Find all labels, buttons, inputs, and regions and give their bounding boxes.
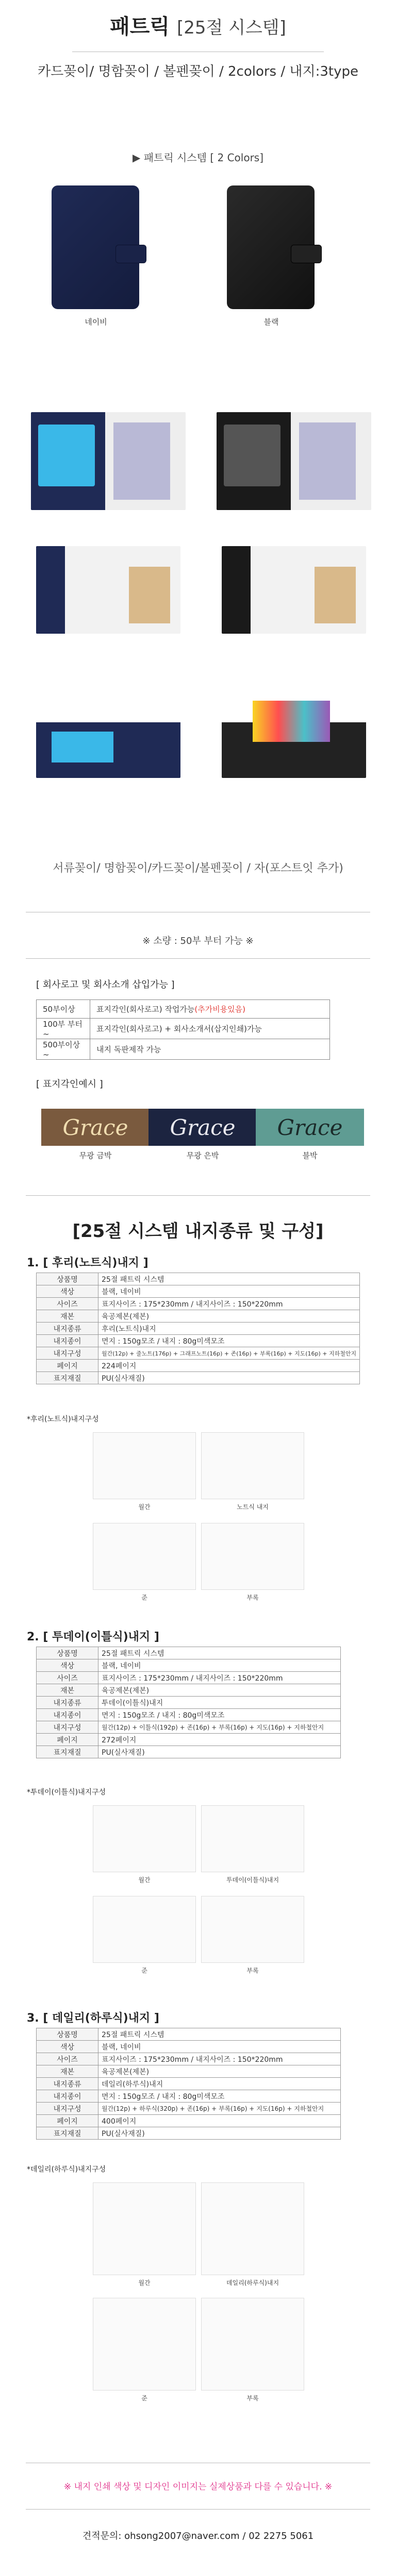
spec-value: 투데이(이틀식)내지: [98, 1697, 341, 1709]
spec-value: 데일리(하루식)내지: [98, 2078, 341, 2090]
spec-value: PU(실사재질): [98, 1746, 341, 1758]
spec-key: 내지종류: [37, 1323, 98, 1335]
table-row: [37, 2090, 341, 2103]
table-row: [37, 1298, 360, 1310]
desc-cell: 내지 독판제작 가능: [90, 1039, 330, 1060]
spec-value: 블랙, 네이비: [98, 1285, 360, 1298]
spec-value: 월간(12p) + 하루식(320p) + 존(16p) + 부록(16p) + 지도(16p) + 지하철안지: [98, 2103, 341, 2115]
blind-emboss-logo: Grace: [256, 1109, 364, 1146]
open-black-binder-photo: [217, 412, 371, 510]
gallery-label: *후리(노트식)내지구성: [27, 1415, 99, 1423]
spec-table: [36, 1647, 341, 1758]
table-row: [37, 1360, 360, 1372]
gold-foil-logo: Grace: [41, 1109, 150, 1146]
pocket-flap: [129, 567, 170, 623]
card-pocket: [38, 425, 95, 486]
divider: [26, 2509, 370, 2510]
table-row: [37, 1672, 341, 1684]
spec-key: 내지종이: [37, 1335, 98, 1347]
product-subtitle: 카드꽂이/ 명함꽂이 / 볼펜꽂이 / 2colors / 내지:3type: [37, 64, 358, 79]
table-row: [37, 1310, 360, 1323]
black-binder-image: [227, 185, 315, 309]
type-heading: 1. [ 후리(노트식)내지 ]: [27, 1257, 148, 1269]
spec-value: 표지사이즈 : 175*230mm / 내지사이즈 : 150*220mm: [98, 1672, 341, 1684]
spec-key: 내지구성: [37, 2103, 98, 2115]
page-thumb: [201, 1896, 304, 1963]
inner-page-navy-photo: [36, 546, 180, 634]
type-heading: 2. [ 투데이(이틀식)내지 ]: [27, 1631, 159, 1643]
spec-key: 페이지: [37, 1734, 98, 1746]
page-thumb-label: 노트식 내지: [237, 1503, 269, 1511]
min-order-note: ※ 소량 : 50부 부터 가능 ※: [142, 936, 254, 946]
spec-key: 사이즈: [37, 1672, 98, 1684]
page-thumb: [201, 2182, 304, 2275]
page-thumb-label: 투데이(이틀식)내지: [226, 1876, 279, 1884]
contact-info: 견적문의: ohsong2007@naver.com / 02 2275 5061: [82, 2531, 314, 2541]
spec-value: 월간(12p) + 이틀식(192p) + 존(16p) + 부록(16p) + 지도(16p) + 지하철안지: [98, 1721, 341, 1734]
spec-key: 표지재질: [37, 1746, 98, 1758]
silver-foil-logo: Grace: [148, 1109, 257, 1146]
engraving-label: 블박: [302, 1151, 318, 1160]
page-thumb: [201, 1523, 304, 1590]
table-row: [37, 1323, 360, 1335]
detail-ruler-postit-photo: [222, 685, 366, 778]
spec-value: 후리(노트식)내지: [98, 1323, 360, 1335]
table-row: [37, 1659, 341, 1672]
table-row: [37, 1721, 341, 1734]
logo-insert-heading: [ 회사로고 및 회사소개 삽입가능 ]: [36, 979, 175, 990]
table-row: [37, 1647, 341, 1659]
table-row: [37, 1335, 360, 1347]
types-heading: [25절 시스템 내지종류 및 구성]: [72, 1221, 324, 1242]
table-row: [37, 2078, 341, 2090]
page-thumb-label: 준: [141, 2395, 147, 2402]
spec-key: 표지재질: [37, 2127, 98, 2140]
type-heading: 3. [ 데일리(하루식)내지 ]: [27, 2012, 159, 2025]
page-thumb: [93, 1896, 196, 1963]
navy-binder-image: [52, 185, 139, 309]
spec-value: 면지 : 150g모조 / 내지 : 80g미색모조: [98, 2090, 341, 2103]
spec-key: 내지구성: [37, 1721, 98, 1734]
spec-value: 25절 패트릭 시스템: [98, 1647, 341, 1659]
table-row: [37, 1709, 341, 1721]
page-thumb-label: 준: [141, 1967, 147, 1974]
planner-page: [113, 422, 170, 500]
page-thumb: [201, 1432, 304, 1499]
table-row: [37, 2053, 341, 2065]
page-thumb-label: 월간: [138, 1503, 151, 1511]
spec-value: 육공제본(제본): [98, 2065, 341, 2078]
table-row: [37, 1684, 341, 1697]
pocket-flap: [315, 567, 356, 623]
extra-cost-note: (추가비용있음): [194, 1005, 246, 1014]
inner-page-black-photo: [222, 546, 366, 634]
page-thumb: [93, 1432, 196, 1499]
card-pocket: [224, 425, 280, 486]
table-row: [37, 1697, 341, 1709]
spec-value: 월간(12p) + 줄노트(176p) + 그래프노트(16p) + 존(16p) + 부록(16p) + 지도(16p) + 지하철안지: [98, 1347, 360, 1360]
table-row: [37, 2028, 341, 2041]
spec-table: [36, 1273, 360, 1384]
page-thumb-label: 월간: [138, 2279, 151, 2286]
spec-value: 면지 : 150g모조 / 내지 : 80g미색모조: [98, 1335, 360, 1347]
table-row: [37, 2065, 341, 2078]
product-type: [25절 시스템]: [176, 18, 286, 38]
page-thumb-label: 월간: [138, 1876, 151, 1884]
page-thumb: [201, 2298, 304, 2391]
colors-heading: ▶ 패트릭 시스템 [ 2 Colors]: [132, 151, 264, 164]
spec-value: 표지사이즈 : 175*230mm / 내지사이즈 : 150*220mm: [98, 1298, 360, 1310]
color-label-black: 블랙: [263, 317, 279, 327]
spec-key: 내지구성: [37, 1347, 98, 1360]
qty-cell: 500부이상~: [37, 1039, 90, 1060]
table-row: [37, 1372, 360, 1384]
features-line: 서류꽂이/ 명함꽂이/카드꽂이/볼펜꽂이 / 자(포스트잇 추가): [53, 862, 343, 875]
spec-table: [36, 2028, 341, 2140]
spec-key: 표지재질: [37, 1372, 98, 1384]
table-row: [37, 1273, 360, 1285]
table-row: [37, 1746, 341, 1758]
color-label-navy: 네이비: [85, 317, 107, 327]
table-row: [37, 1039, 330, 1060]
spec-value: 육공제본(제본): [98, 1684, 341, 1697]
spec-value: 25절 패트릭 시스템: [98, 1273, 360, 1285]
desc-cell: [90, 1000, 330, 1019]
page-thumb: [93, 1805, 196, 1872]
qty-cell: 100부 부터~: [37, 1019, 90, 1039]
spec-key: 상품명: [37, 1647, 98, 1659]
page-title: [0, 10, 396, 40]
logo-insert-table: [36, 999, 330, 1060]
spec-key: 사이즈: [37, 1298, 98, 1310]
notice-text: ※ 내지 인쇄 색상 및 디자인 이미지는 실제상품과 다를 수 있습니다. ※: [63, 2482, 333, 2492]
strap: [116, 245, 146, 263]
spec-value: 면지 : 150g모조 / 내지 : 80g미색모조: [98, 1709, 341, 1721]
table-row: [37, 1019, 330, 1039]
table-row: [37, 2115, 341, 2127]
page-thumb: [93, 2182, 196, 2275]
spec-key: 내지종이: [37, 2090, 98, 2103]
spec-key: 내지종류: [37, 2078, 98, 2090]
page-thumb: [201, 1805, 304, 1872]
detail-pockets-navy-photo: [36, 685, 180, 778]
planner-page: [299, 422, 356, 500]
table-row: [37, 1734, 341, 1746]
product-name: 패트릭: [110, 15, 170, 39]
spec-key: 내지종류: [37, 1697, 98, 1709]
divider: [26, 1195, 370, 1196]
desc-text: 표지각인(회사로고) 작업가능: [96, 1005, 195, 1014]
gallery-label: *투데이(이틀식)내지구성: [27, 1788, 106, 1797]
qty-cell: 50부이상: [37, 1000, 90, 1019]
spec-key: 재본: [37, 2065, 98, 2078]
table-row: [37, 2041, 341, 2053]
spec-key: 내지종이: [37, 1709, 98, 1721]
page-thumb-label: 부록: [246, 1594, 259, 1601]
spec-value: PU(실사재질): [98, 2127, 341, 2140]
page-thumb-label: 부록: [246, 1967, 259, 1974]
spec-key: 색상: [37, 2041, 98, 2053]
page-thumb-label: 데일리(하루식)내지: [226, 2279, 279, 2286]
spec-key: 색상: [37, 1285, 98, 1298]
card-slot: [52, 732, 113, 762]
spec-key: 사이즈: [37, 2053, 98, 2065]
spec-key: 페이지: [37, 1360, 98, 1372]
table-row: [37, 2127, 341, 2140]
spec-value: 육공제본(제본): [98, 1310, 360, 1323]
page-thumb: [93, 1523, 196, 1590]
spec-key: 상품명: [37, 1273, 98, 1285]
table-row: [37, 2103, 341, 2115]
page-thumb-label: 부록: [246, 2395, 259, 2402]
strap: [291, 245, 322, 263]
spec-value: PU(실사재질): [98, 1372, 360, 1384]
divider: [26, 958, 370, 959]
table-row: [37, 1347, 360, 1360]
desc-cell: 표지각인(회사로고) + 회사소개서(삽지인쇄)가능: [90, 1019, 330, 1039]
spec-key: 상품명: [37, 2028, 98, 2041]
page-thumb: [93, 2298, 196, 2391]
spec-key: 재본: [37, 1684, 98, 1697]
postit-strip: [253, 701, 330, 742]
spec-value: 224페이지: [98, 1360, 360, 1372]
spec-value: 25절 패트릭 시스템: [98, 2028, 341, 2041]
gallery-label: *데일리(하루식)내지구성: [27, 2165, 106, 2174]
engraving-label: 무광 은박: [186, 1151, 219, 1160]
spec-value: 400페이지: [98, 2115, 341, 2127]
spec-value: 블랙, 네이비: [98, 2041, 341, 2053]
table-row: [37, 1000, 330, 1019]
table-row: [37, 1285, 360, 1298]
spec-key: 재본: [37, 1310, 98, 1323]
spec-key: 페이지: [37, 2115, 98, 2127]
spec-value: 블랙, 네이비: [98, 1659, 341, 1672]
spec-value: 272페이지: [98, 1734, 341, 1746]
engraving-label: 무광 금박: [79, 1151, 112, 1160]
open-navy-binder-photo: [31, 412, 186, 510]
spec-value: 표지사이즈 : 175*230mm / 내지사이즈 : 150*220mm: [98, 2053, 341, 2065]
page-thumb-label: 준: [141, 1594, 147, 1601]
engraving-heading: [ 표지각인예시 ]: [36, 1079, 103, 1090]
spec-key: 색상: [37, 1659, 98, 1672]
